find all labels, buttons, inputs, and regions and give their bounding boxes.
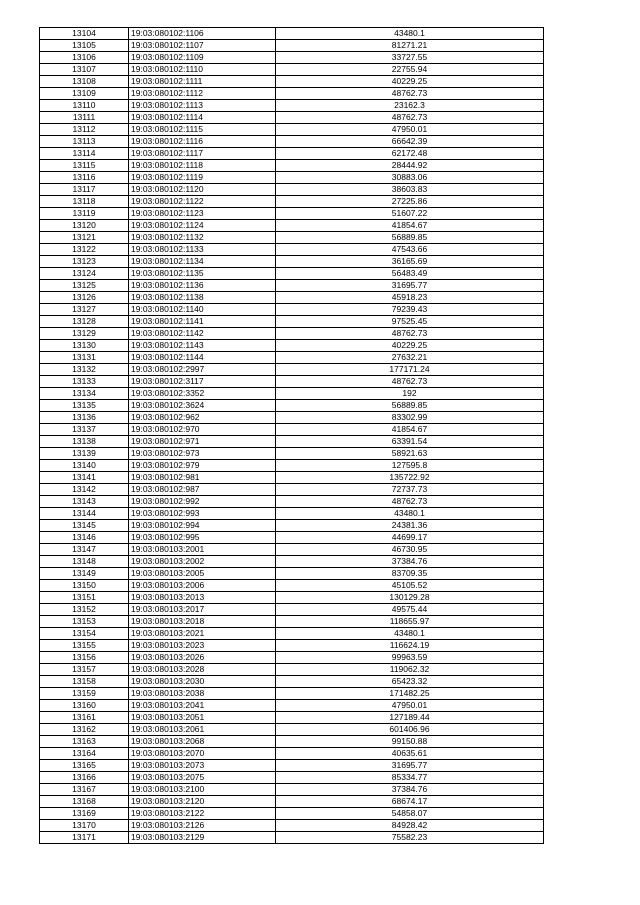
cadastral-value-cell: 38603.83 xyxy=(276,184,544,196)
row-number-cell: 13164 xyxy=(40,748,129,760)
cadastral-number-cell: 19:03:080102:970 xyxy=(129,424,276,436)
table-row xyxy=(40,436,544,448)
table-row xyxy=(40,808,544,820)
cadastral-value-cell: 49575.44 xyxy=(276,604,544,616)
row-number-cell: 13142 xyxy=(40,484,129,496)
row-number-cell: 13148 xyxy=(40,556,129,568)
cadastral-number-cell: 19:03:080102:1115 xyxy=(129,124,276,136)
row-number-cell: 13131 xyxy=(40,352,129,364)
cadastral-value-cell: 79239.43 xyxy=(276,304,544,316)
row-number-cell: 13169 xyxy=(40,808,129,820)
table-row xyxy=(40,580,544,592)
cadastral-value-cell: 119062.32 xyxy=(276,664,544,676)
cadastral-number-cell: 19:03:080102:1109 xyxy=(129,52,276,64)
cadastral-number-cell: 19:03:080102:994 xyxy=(129,520,276,532)
cadastral-value-cell: 84928.42 xyxy=(276,820,544,832)
cadastral-number-cell: 19:03:080103:2017 xyxy=(129,604,276,616)
row-number-cell: 13156 xyxy=(40,652,129,664)
table-row xyxy=(40,376,544,388)
cadastral-number-cell: 19:03:080103:2073 xyxy=(129,760,276,772)
cadastral-value-cell: 601406.96 xyxy=(276,724,544,736)
cadastral-number-cell: 19:03:080102:1123 xyxy=(129,208,276,220)
cadastral-value-cell: 130129.28 xyxy=(276,592,544,604)
cadastral-number-cell: 19:03:080102:995 xyxy=(129,532,276,544)
cadastral-value-cell: 24381.36 xyxy=(276,520,544,532)
cadastral-value-cell: 99963.59 xyxy=(276,652,544,664)
cadastral-number-cell: 19:03:080102:1124 xyxy=(129,220,276,232)
row-number-cell: 13163 xyxy=(40,736,129,748)
cadastral-value-cell: 33727.55 xyxy=(276,52,544,64)
row-number-cell: 13133 xyxy=(40,376,129,388)
cadastral-number-cell: 19:03:080102:1144 xyxy=(129,352,276,364)
row-number-cell: 13157 xyxy=(40,664,129,676)
cadastral-number-cell: 19:03:080103:2005 xyxy=(129,568,276,580)
table-row xyxy=(40,544,544,556)
row-number-cell: 13123 xyxy=(40,256,129,268)
cadastral-number-cell: 19:03:080103:2122 xyxy=(129,808,276,820)
cadastral-number-cell: 19:03:080102:1112 xyxy=(129,88,276,100)
table-row xyxy=(40,292,544,304)
table-row xyxy=(40,412,544,424)
cadastral-number-cell: 19:03:080102:973 xyxy=(129,448,276,460)
table-row xyxy=(40,220,544,232)
row-number-cell: 13105 xyxy=(40,40,129,52)
table-row xyxy=(40,136,544,148)
cadastral-number-cell: 19:03:080102:1142 xyxy=(129,328,276,340)
table-row xyxy=(40,592,544,604)
row-number-cell: 13122 xyxy=(40,244,129,256)
table-row xyxy=(40,268,544,280)
cadastral-value-cell: 27632.21 xyxy=(276,352,544,364)
row-number-cell: 13145 xyxy=(40,520,129,532)
cadastral-number-cell: 19:03:080102:1132 xyxy=(129,232,276,244)
cadastral-value-cell: 177171.24 xyxy=(276,364,544,376)
table-row xyxy=(40,328,544,340)
table-row xyxy=(40,484,544,496)
cadastral-value-cell: 22755.94 xyxy=(276,64,544,76)
cadastral-value-cell: 118655.97 xyxy=(276,616,544,628)
row-number-cell: 13152 xyxy=(40,604,129,616)
cadastral-value-cell: 68674.17 xyxy=(276,796,544,808)
cadastral-number-cell: 19:03:080103:2006 xyxy=(129,580,276,592)
cadastral-number-cell: 19:03:080102:1106 xyxy=(129,28,276,40)
cadastral-value-cell: 48762.73 xyxy=(276,376,544,388)
cadastral-number-cell: 19:03:080102:2997 xyxy=(129,364,276,376)
row-number-cell: 13104 xyxy=(40,28,129,40)
row-number-cell: 13170 xyxy=(40,820,129,832)
cadastral-value-cell: 30883.06 xyxy=(276,172,544,184)
cadastral-number-cell: 19:03:080102:993 xyxy=(129,508,276,520)
row-number-cell: 13106 xyxy=(40,52,129,64)
row-number-cell: 13167 xyxy=(40,784,129,796)
table-row xyxy=(40,100,544,112)
row-number-cell: 13119 xyxy=(40,208,129,220)
cadastral-number-cell: 19:03:080102:1113 xyxy=(129,100,276,112)
table-row xyxy=(40,640,544,652)
cadastral-number-cell: 19:03:080102:1120 xyxy=(129,184,276,196)
cadastral-value-cell: 36165.69 xyxy=(276,256,544,268)
cadastral-value-cell: 48762.73 xyxy=(276,328,544,340)
cadastral-number-cell: 19:03:080102:1107 xyxy=(129,40,276,52)
row-number-cell: 13110 xyxy=(40,100,129,112)
table-row xyxy=(40,424,544,436)
row-number-cell: 13139 xyxy=(40,448,129,460)
cadastral-value-cell: 48762.73 xyxy=(276,88,544,100)
row-number-cell: 13126 xyxy=(40,292,129,304)
cadastral-value-cell: 40229.25 xyxy=(276,76,544,88)
cadastral-number-cell: 19:03:080102:1119 xyxy=(129,172,276,184)
row-number-cell: 13107 xyxy=(40,64,129,76)
table-row xyxy=(40,244,544,256)
table-row xyxy=(40,172,544,184)
cadastral-value-cell: 56889.85 xyxy=(276,232,544,244)
cadastral-value-cell: 65423.32 xyxy=(276,676,544,688)
cadastral-value-cell: 83302.99 xyxy=(276,412,544,424)
cadastral-number-cell: 19:03:080102:1141 xyxy=(129,316,276,328)
table-row xyxy=(40,148,544,160)
row-number-cell: 13124 xyxy=(40,268,129,280)
cadastral-number-cell: 19:03:080102:1138 xyxy=(129,292,276,304)
table-row xyxy=(40,736,544,748)
cadastral-value-cell: 83709.35 xyxy=(276,568,544,580)
cadastral-number-cell: 19:03:080103:2002 xyxy=(129,556,276,568)
row-number-cell: 13115 xyxy=(40,160,129,172)
cadastral-value-cell: 47950.01 xyxy=(276,700,544,712)
cadastral-number-cell: 19:03:080103:2018 xyxy=(129,616,276,628)
row-number-cell: 13161 xyxy=(40,712,129,724)
row-number-cell: 13111 xyxy=(40,112,129,124)
table-row xyxy=(40,496,544,508)
cadastral-value-cell: 28444.92 xyxy=(276,160,544,172)
cadastral-number-cell: 19:03:080103:2023 xyxy=(129,640,276,652)
table-row xyxy=(40,628,544,640)
row-number-cell: 13121 xyxy=(40,232,129,244)
cadastral-value-cell: 58921.63 xyxy=(276,448,544,460)
table-row xyxy=(40,28,544,40)
row-number-cell: 13160 xyxy=(40,700,129,712)
row-number-cell: 13117 xyxy=(40,184,129,196)
cadastral-number-cell: 19:03:080102:1117 xyxy=(129,148,276,160)
row-number-cell: 13162 xyxy=(40,724,129,736)
cadastral-number-cell: 19:03:080103:2013 xyxy=(129,592,276,604)
row-number-cell: 13155 xyxy=(40,640,129,652)
cadastral-value-cell: 135722.92 xyxy=(276,472,544,484)
cadastral-number-cell: 19:03:080102:1111 xyxy=(129,76,276,88)
cadastral-number-cell: 19:03:080103:2100 xyxy=(129,784,276,796)
table-row xyxy=(40,748,544,760)
row-number-cell: 13171 xyxy=(40,832,129,844)
table-row xyxy=(40,820,544,832)
cadastral-number-cell: 19:03:080102:1110 xyxy=(129,64,276,76)
cadastral-value-table xyxy=(39,27,544,844)
cadastral-value-cell: 43480.1 xyxy=(276,508,544,520)
cadastral-number-cell: 19:03:080103:2026 xyxy=(129,652,276,664)
row-number-cell: 13143 xyxy=(40,496,129,508)
cadastral-value-cell: 46730.95 xyxy=(276,544,544,556)
row-number-cell: 13134 xyxy=(40,388,129,400)
row-number-cell: 13146 xyxy=(40,532,129,544)
cadastral-value-cell: 171482.25 xyxy=(276,688,544,700)
row-number-cell: 13153 xyxy=(40,616,129,628)
cadastral-value-cell: 37384.76 xyxy=(276,556,544,568)
cadastral-value-cell: 62172.48 xyxy=(276,148,544,160)
cadastral-value-cell: 66642.39 xyxy=(276,136,544,148)
table-row xyxy=(40,472,544,484)
table-row xyxy=(40,556,544,568)
row-number-cell: 13108 xyxy=(40,76,129,88)
row-number-cell: 13154 xyxy=(40,628,129,640)
table-row xyxy=(40,652,544,664)
row-number-cell: 13137 xyxy=(40,424,129,436)
cadastral-value-cell: 85334.77 xyxy=(276,772,544,784)
table-row xyxy=(40,664,544,676)
row-number-cell: 13150 xyxy=(40,580,129,592)
row-number-cell: 13112 xyxy=(40,124,129,136)
row-number-cell: 13109 xyxy=(40,88,129,100)
table-row xyxy=(40,676,544,688)
row-number-cell: 13151 xyxy=(40,592,129,604)
row-number-cell: 13127 xyxy=(40,304,129,316)
cadastral-value-cell: 43480.1 xyxy=(276,28,544,40)
table-row xyxy=(40,88,544,100)
cadastral-value-cell: 127189.44 xyxy=(276,712,544,724)
cadastral-number-cell: 19:03:080102:3117 xyxy=(129,376,276,388)
row-number-cell: 13116 xyxy=(40,172,129,184)
table-row xyxy=(40,796,544,808)
cadastral-number-cell: 19:03:080103:2021 xyxy=(129,628,276,640)
table-row xyxy=(40,160,544,172)
cadastral-value-cell: 97525.45 xyxy=(276,316,544,328)
row-number-cell: 13114 xyxy=(40,148,129,160)
table-row xyxy=(40,40,544,52)
cadastral-number-cell: 19:03:080102:1136 xyxy=(129,280,276,292)
cadastral-value-cell: 72737.73 xyxy=(276,484,544,496)
cadastral-number-cell: 19:03:080103:2030 xyxy=(129,676,276,688)
row-number-cell: 13159 xyxy=(40,688,129,700)
cadastral-value-cell: 27225.86 xyxy=(276,196,544,208)
row-number-cell: 13147 xyxy=(40,544,129,556)
cadastral-number-cell: 19:03:080102:987 xyxy=(129,484,276,496)
table-row xyxy=(40,232,544,244)
cadastral-number-cell: 19:03:080102:979 xyxy=(129,460,276,472)
table-row xyxy=(40,208,544,220)
cadastral-number-cell: 19:03:080103:2041 xyxy=(129,700,276,712)
table-row xyxy=(40,712,544,724)
cadastral-value-cell: 54858.07 xyxy=(276,808,544,820)
cadastral-value-cell: 31695.77 xyxy=(276,280,544,292)
row-number-cell: 13120 xyxy=(40,220,129,232)
cadastral-value-cell: 127595.8 xyxy=(276,460,544,472)
cadastral-number-cell: 19:03:080103:2075 xyxy=(129,772,276,784)
table-row xyxy=(40,568,544,580)
cadastral-number-cell: 19:03:080103:2120 xyxy=(129,796,276,808)
table-row xyxy=(40,688,544,700)
cadastral-value-cell: 41854.67 xyxy=(276,424,544,436)
cadastral-number-cell: 19:03:080103:2061 xyxy=(129,724,276,736)
cadastral-value-cell: 41854.67 xyxy=(276,220,544,232)
cadastral-number-cell: 19:03:080103:2068 xyxy=(129,736,276,748)
cadastral-value-cell: 63391.54 xyxy=(276,436,544,448)
cadastral-number-cell: 19:03:080102:1143 xyxy=(129,340,276,352)
cadastral-value-cell: 75582.23 xyxy=(276,832,544,844)
table-row xyxy=(40,832,544,844)
cadastral-value-cell: 116624.19 xyxy=(276,640,544,652)
cadastral-value-cell: 48762.73 xyxy=(276,112,544,124)
cadastral-number-cell: 19:03:080103:2038 xyxy=(129,688,276,700)
cadastral-value-cell: 48762.73 xyxy=(276,496,544,508)
cadastral-number-cell: 19:03:080103:2126 xyxy=(129,820,276,832)
table-row xyxy=(40,508,544,520)
cadastral-value-cell: 43480.1 xyxy=(276,628,544,640)
table-row xyxy=(40,196,544,208)
cadastral-number-cell: 19:03:080103:2070 xyxy=(129,748,276,760)
table-row xyxy=(40,448,544,460)
table-row xyxy=(40,184,544,196)
cadastral-value-cell: 45918.23 xyxy=(276,292,544,304)
cadastral-value-cell: 31695.77 xyxy=(276,760,544,772)
row-number-cell: 13138 xyxy=(40,436,129,448)
cadastral-number-cell: 19:03:080102:992 xyxy=(129,496,276,508)
table-row xyxy=(40,724,544,736)
row-number-cell: 13125 xyxy=(40,280,129,292)
row-number-cell: 13118 xyxy=(40,196,129,208)
cadastral-number-cell: 19:03:080102:962 xyxy=(129,412,276,424)
cadastral-value-cell: 40635.61 xyxy=(276,748,544,760)
table-row xyxy=(40,760,544,772)
table-row xyxy=(40,520,544,532)
table-row xyxy=(40,700,544,712)
table-row xyxy=(40,256,544,268)
cadastral-number-cell: 19:03:080103:2129 xyxy=(129,832,276,844)
row-number-cell: 13141 xyxy=(40,472,129,484)
table-row xyxy=(40,772,544,784)
table-row xyxy=(40,388,544,400)
cadastral-value-cell: 44699.17 xyxy=(276,532,544,544)
row-number-cell: 13144 xyxy=(40,508,129,520)
row-number-cell: 13135 xyxy=(40,400,129,412)
row-number-cell: 13132 xyxy=(40,364,129,376)
row-number-cell: 13165 xyxy=(40,760,129,772)
table-row xyxy=(40,616,544,628)
cadastral-number-cell: 19:03:080103:2001 xyxy=(129,544,276,556)
cadastral-number-cell: 19:03:080102:1134 xyxy=(129,256,276,268)
cadastral-number-cell: 19:03:080102:981 xyxy=(129,472,276,484)
table-row xyxy=(40,340,544,352)
table-row xyxy=(40,64,544,76)
cadastral-value-cell: 99150.88 xyxy=(276,736,544,748)
table-row xyxy=(40,280,544,292)
table-row xyxy=(40,124,544,136)
table-row xyxy=(40,364,544,376)
cadastral-value-cell: 192 xyxy=(276,388,544,400)
cadastral-value-cell: 37384.76 xyxy=(276,784,544,796)
cadastral-number-cell: 19:03:080102:1118 xyxy=(129,160,276,172)
row-number-cell: 13128 xyxy=(40,316,129,328)
table-row xyxy=(40,400,544,412)
cadastral-number-cell: 19:03:080102:1135 xyxy=(129,268,276,280)
table-row xyxy=(40,784,544,796)
table-row xyxy=(40,76,544,88)
table-row xyxy=(40,52,544,64)
cadastral-number-cell: 19:03:080103:2028 xyxy=(129,664,276,676)
cadastral-number-cell: 19:03:080102:971 xyxy=(129,436,276,448)
row-number-cell: 13166 xyxy=(40,772,129,784)
row-number-cell: 13130 xyxy=(40,340,129,352)
cadastral-value-cell: 56889.85 xyxy=(276,400,544,412)
cadastral-number-cell: 19:03:080102:3624 xyxy=(129,400,276,412)
cadastral-value-cell: 47950.01 xyxy=(276,124,544,136)
table-row xyxy=(40,604,544,616)
cadastral-value-cell: 56483.49 xyxy=(276,268,544,280)
table-row xyxy=(40,460,544,472)
table-row xyxy=(40,316,544,328)
row-number-cell: 13129 xyxy=(40,328,129,340)
cadastral-number-cell: 19:03:080102:1140 xyxy=(129,304,276,316)
table-row xyxy=(40,352,544,364)
cadastral-number-cell: 19:03:080102:1114 xyxy=(129,112,276,124)
cadastral-value-cell: 47543.66 xyxy=(276,244,544,256)
row-number-cell: 13168 xyxy=(40,796,129,808)
row-number-cell: 13136 xyxy=(40,412,129,424)
cadastral-value-cell: 23162.3 xyxy=(276,100,544,112)
table-row xyxy=(40,112,544,124)
cadastral-value-cell: 40229.25 xyxy=(276,340,544,352)
row-number-cell: 13140 xyxy=(40,460,129,472)
table-row xyxy=(40,532,544,544)
cadastral-number-cell: 19:03:080102:1122 xyxy=(129,196,276,208)
table-row xyxy=(40,304,544,316)
row-number-cell: 13158 xyxy=(40,676,129,688)
cadastral-value-cell: 45105.52 xyxy=(276,580,544,592)
cadastral-number-cell: 19:03:080102:1133 xyxy=(129,244,276,256)
cadastral-number-cell: 19:03:080103:2051 xyxy=(129,712,276,724)
row-number-cell: 13113 xyxy=(40,136,129,148)
cadastral-number-cell: 19:03:080102:1116 xyxy=(129,136,276,148)
row-number-cell: 13149 xyxy=(40,568,129,580)
cadastral-value-cell: 51607.22 xyxy=(276,208,544,220)
cadastral-value-cell: 81271.21 xyxy=(276,40,544,52)
cadastral-number-cell: 19:03:080102:3352 xyxy=(129,388,276,400)
table-body xyxy=(40,28,544,844)
